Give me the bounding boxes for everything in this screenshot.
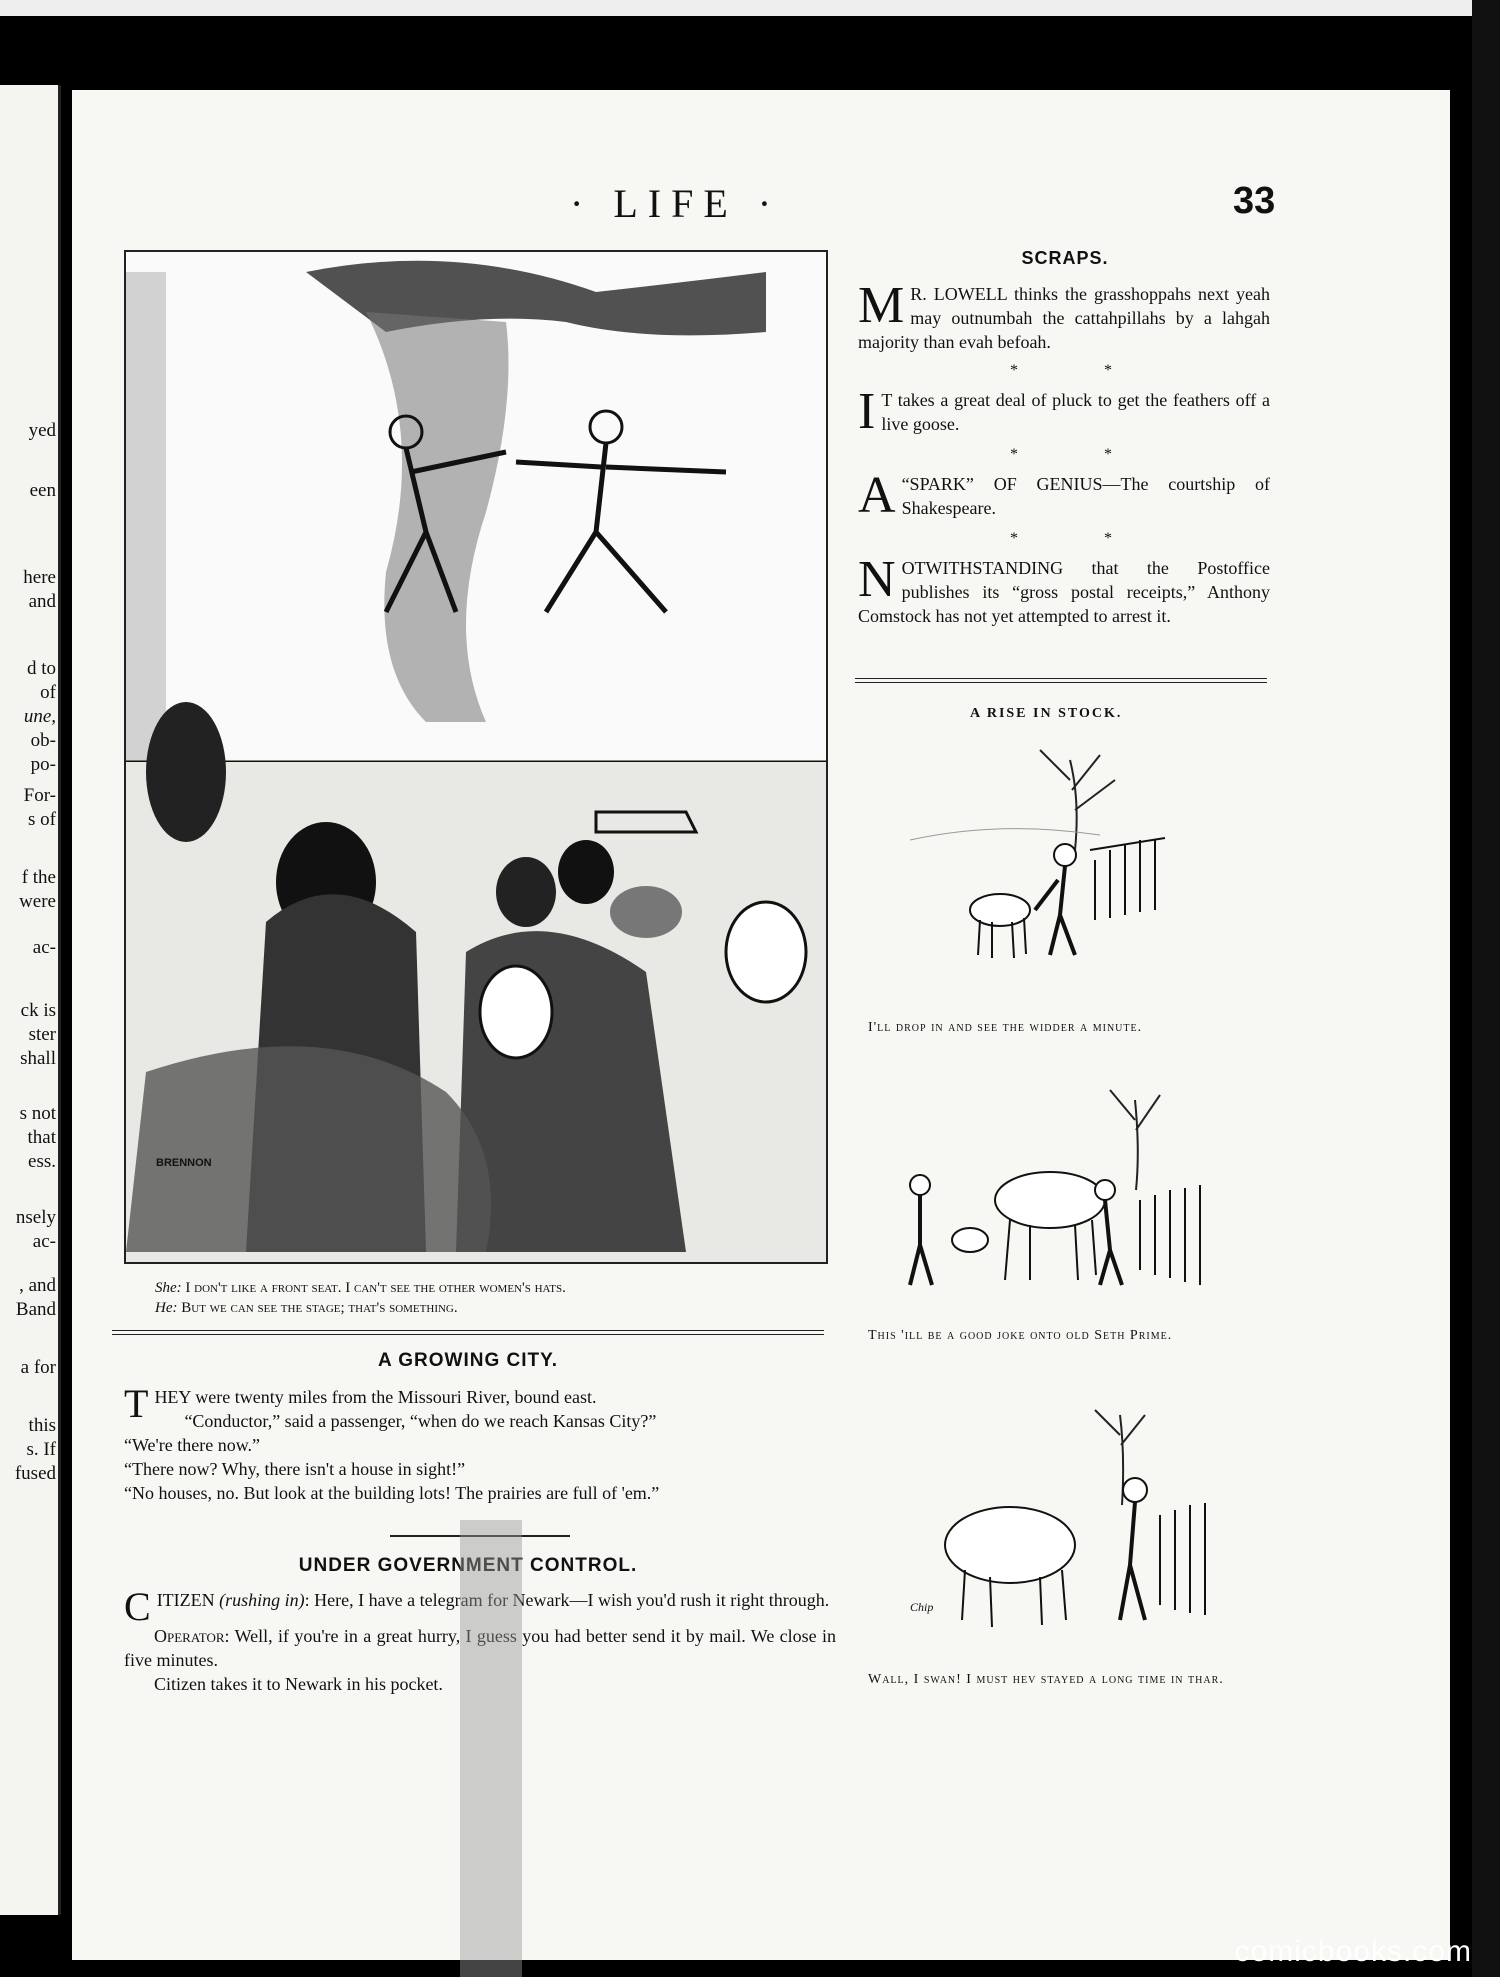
separator-star: * [1104, 362, 1112, 379]
left-fragment: f the [21, 867, 56, 888]
stock-panel-2 [870, 1070, 1260, 1320]
stock-panel-1 [900, 740, 1220, 985]
story-line: : Here, I have a telegram for Newark—I wish you'd rush it right through. [304, 1590, 830, 1610]
scraps-title: SCRAPS. [1021, 248, 1109, 268]
gov-control-title: UNDER GOVERNMENT CONTROL. [298, 1555, 638, 1576]
left-fragment: ess. [28, 1151, 56, 1172]
masthead: · LIFE · [570, 181, 782, 226]
artist-signature: BRENNON [156, 1157, 212, 1169]
rise-in-stock-title: A RISE IN STOCK. [970, 706, 1123, 721]
story-italic: (rushing in) [219, 1590, 305, 1610]
scrap-item [858, 467, 1270, 524]
left-fragment: ster [28, 1024, 56, 1045]
theatre-illustration [124, 250, 828, 1264]
section-divider [855, 678, 1267, 683]
story-line: Well, if you're in a great hurry, I guess you had better send it by mail. We close in five minutes. [124, 1626, 836, 1670]
story-line: HEY were twenty miles from the Missouri River, bound east. [154, 1387, 597, 1407]
theatre-drawing [126, 252, 826, 1262]
left-fragment: here [23, 567, 56, 588]
story-line: “Conductor,” said a passenger, “when do we reach Kansas City?” [184, 1411, 657, 1431]
left-fragment: ac- [32, 1231, 56, 1252]
story-line: “We're there now.” [124, 1435, 261, 1455]
left-fragment: ac- [32, 937, 56, 958]
left-fragment: Band [15, 1299, 56, 1320]
separator-star: * [1010, 530, 1018, 547]
caption-she-text: I don't like a front seat. I can't see the other women's hats. [185, 1280, 566, 1296]
drop-cap: N [858, 551, 896, 608]
left-fragment: were [19, 891, 56, 912]
scan-tape-strip [460, 1520, 522, 1977]
left-fragment: yed [28, 420, 56, 441]
operator-label: Operator: [154, 1626, 230, 1646]
stock-caption-1: I'll drop in and see the widder a minute. [868, 1020, 1143, 1035]
left-fragment: a for [20, 1357, 56, 1378]
caption-she-label: She: [155, 1280, 182, 1296]
scrap-text: R. LOWELL thinks the grasshoppahs next yeah may outnumbah the cattahpillahs by a lahgah majority than evah befoah. [858, 284, 1270, 352]
growing-city-story [124, 1381, 836, 1505]
left-fragment: , and [19, 1275, 56, 1296]
artist-signature: Chip [910, 1600, 934, 1614]
illustration-caption [155, 1278, 835, 1318]
left-fragment: s not [19, 1103, 56, 1124]
left-fragment: een [29, 480, 56, 501]
left-fragment: that [27, 1127, 56, 1148]
separator-star: * [1104, 530, 1112, 547]
scrap-text: T takes a great deal of pluck to get the feathers off a live goose. [881, 390, 1270, 434]
drop-cap: M [858, 277, 905, 334]
left-fragment: and [28, 591, 56, 612]
caption-he-text: But we can see the stage; that's something. [181, 1300, 458, 1316]
section-divider [112, 1330, 824, 1335]
panel-drawing [900, 1405, 1260, 1645]
left-fragment: this [28, 1415, 56, 1436]
scan-right-edge [1472, 0, 1500, 1977]
scrap-text: “SPARK” OF GENIUS—The courtship of Shakespeare. [901, 474, 1270, 518]
scrap-item [858, 551, 1270, 628]
scrap-item [858, 383, 1270, 440]
left-fragment: po- [30, 754, 56, 775]
left-fragment: une, [23, 706, 56, 727]
story-word: ITIZEN [156, 1590, 215, 1610]
left-fragment: s of [28, 809, 56, 830]
left-fragment: ob- [30, 730, 56, 751]
left-fragment: fused [14, 1463, 56, 1484]
scrap-text: OTWITHSTANDING that the Postoffice publishes its “gross postal receipts,” Anthony Comstock has not yet attempted to arrest it. [858, 558, 1270, 626]
growing-city-title: A GROWING CITY. [377, 1350, 559, 1371]
facing-page-edge [0, 85, 61, 1915]
left-fragment: of [40, 682, 56, 703]
drop-cap: C [124, 1584, 151, 1629]
watermark: comicbooks.com [1234, 1935, 1472, 1968]
story-line: “No houses, no. But look at the building lots! The prairies are full of 'em.” [124, 1483, 660, 1503]
scrap-item [858, 277, 1270, 354]
caption-he-label: He: [155, 1300, 178, 1316]
panel-drawing [900, 740, 1220, 985]
separator-star: * [1010, 446, 1018, 463]
drop-cap: T [124, 1381, 149, 1426]
left-fragment: ck is [20, 1000, 56, 1021]
left-fragment: shall [20, 1048, 56, 1069]
page-number: 33 [1233, 180, 1276, 222]
left-fragment: s. If [26, 1439, 56, 1460]
panel-drawing [870, 1070, 1260, 1320]
scan-top-edge [0, 0, 1500, 16]
drop-cap: I [858, 383, 876, 440]
separator-star: * [1010, 362, 1018, 379]
left-fragment: nsely [15, 1207, 56, 1228]
drop-cap: A [858, 467, 896, 524]
stock-caption-2: This 'ill be a good joke onto old Seth Prime. [868, 1328, 1173, 1343]
stock-caption-3: Wall, I swan! I must hev stayed a long time in thar. [868, 1672, 1224, 1687]
left-fragment: d to [26, 658, 56, 679]
story-line: Citizen takes it to Newark in his pocket. [154, 1674, 443, 1694]
stock-panel-3 [900, 1405, 1260, 1645]
left-fragment: For- [23, 785, 56, 806]
story-line: “There now? Why, there isn't a house in sight!” [124, 1459, 466, 1479]
separator-star: * [1104, 446, 1112, 463]
